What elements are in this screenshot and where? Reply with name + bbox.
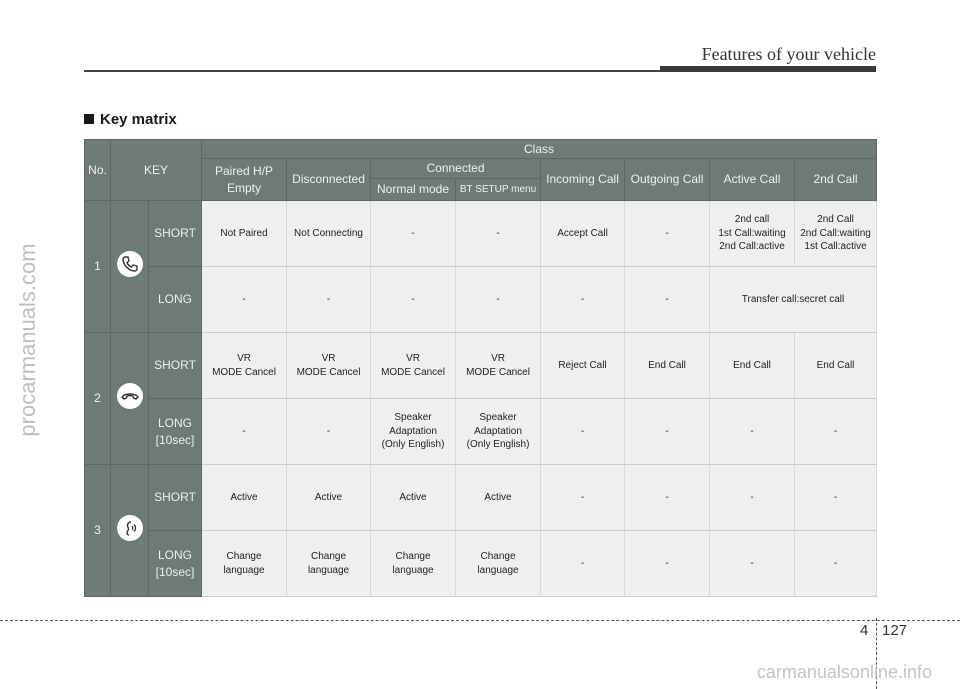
header-class: Class xyxy=(202,140,877,159)
matrix-cell: - xyxy=(625,201,710,267)
matrix-cell: Speaker Adaptation (Only English) xyxy=(371,399,456,465)
matrix-cell: - xyxy=(202,267,287,333)
matrix-cell: VR MODE Cancel xyxy=(287,333,371,399)
matrix-cell: End Call xyxy=(795,333,877,399)
press-type-short: SHORT xyxy=(149,333,202,399)
page-header-title: Features of your vehicle xyxy=(701,44,876,64)
matrix-cell: 2nd Call 2nd Call:waiting 1st Call:active xyxy=(795,201,877,267)
matrix-cell: Active xyxy=(202,465,287,531)
key-matrix-table xyxy=(84,139,877,597)
header-rule-accent xyxy=(660,66,876,72)
matrix-cell: Accept Call xyxy=(541,201,625,267)
header-second: 2nd Call xyxy=(795,159,877,201)
matrix-cell: - xyxy=(287,267,371,333)
row-number: 1 xyxy=(85,201,111,333)
matrix-cell: - xyxy=(541,465,625,531)
voice-recognition-icon xyxy=(117,515,143,541)
header-no: No. xyxy=(85,140,111,201)
table-row xyxy=(85,399,877,465)
matrix-cell: - xyxy=(625,531,710,597)
matrix-cell: - xyxy=(541,399,625,465)
matrix-cell: VR MODE Cancel xyxy=(202,333,287,399)
header-active: Active Call xyxy=(710,159,795,201)
table-row xyxy=(85,531,877,597)
matrix-cell: - xyxy=(710,531,795,597)
phone-end-icon xyxy=(117,383,143,409)
matrix-cell: - xyxy=(625,465,710,531)
header-paired: Paired H/P Empty xyxy=(202,159,287,201)
matrix-cell: - xyxy=(795,531,877,597)
matrix-cell: Change language xyxy=(202,531,287,597)
matrix-cell: Active xyxy=(371,465,456,531)
press-type-long: LONG [10sec] xyxy=(149,399,202,465)
matrix-cell: - xyxy=(795,465,877,531)
matrix-cell: End Call xyxy=(710,333,795,399)
matrix-cell: - xyxy=(710,399,795,465)
section-title: Key matrix xyxy=(84,111,177,128)
side-watermark: procarmanuals.com xyxy=(15,243,40,437)
matrix-cell: - xyxy=(287,399,371,465)
matrix-cell: Speaker Adaptation (Only English) xyxy=(456,399,541,465)
row-number: 2 xyxy=(85,333,111,465)
key-icon-cell xyxy=(111,465,149,597)
press-type-long: LONG [10sec] xyxy=(149,531,202,597)
matrix-cell: Not Paired xyxy=(202,201,287,267)
matrix-cell: Reject Call xyxy=(541,333,625,399)
footer-rule xyxy=(0,620,960,621)
press-type-short: SHORT xyxy=(149,201,202,267)
matrix-cell: - xyxy=(371,201,456,267)
header-outgoing: Outgoing Call xyxy=(625,159,710,201)
header-disconnected: Disconnected xyxy=(287,159,371,201)
table-row xyxy=(85,333,877,399)
matrix-cell: Transfer call:secret call xyxy=(710,267,877,333)
matrix-cell: Change language xyxy=(456,531,541,597)
press-type-short: SHORT xyxy=(149,465,202,531)
press-type-long: LONG xyxy=(149,267,202,333)
matrix-cell: VR MODE Cancel xyxy=(371,333,456,399)
bottom-watermark: carmanualsonline.info xyxy=(756,662,932,682)
matrix-cell: 2nd call 1st Call:waiting 2nd Call:active xyxy=(710,201,795,267)
bullet-square-icon xyxy=(84,114,94,124)
matrix-cell: - xyxy=(541,531,625,597)
matrix-cell: End Call xyxy=(625,333,710,399)
header-key: KEY xyxy=(111,140,202,201)
header-incoming: Incoming Call xyxy=(541,159,625,201)
matrix-cell: - xyxy=(541,267,625,333)
key-icon-cell xyxy=(111,333,149,465)
matrix-cell: - xyxy=(202,399,287,465)
matrix-cell: - xyxy=(710,465,795,531)
row-number: 3 xyxy=(85,465,111,597)
table-row xyxy=(85,465,877,531)
header-normal-mode: Normal mode xyxy=(371,179,456,201)
table-row xyxy=(85,267,877,333)
matrix-cell: VR MODE Cancel xyxy=(456,333,541,399)
phone-call-icon xyxy=(117,251,143,277)
page-number: 127 xyxy=(882,622,908,639)
matrix-body xyxy=(85,201,877,597)
matrix-cell: - xyxy=(795,399,877,465)
matrix-cell: - xyxy=(456,267,541,333)
matrix-cell: Change language xyxy=(287,531,371,597)
header-rule xyxy=(84,70,660,72)
table-row xyxy=(85,201,877,267)
header-connected: Connected xyxy=(371,159,541,179)
key-icon-cell xyxy=(111,201,149,333)
matrix-cell: - xyxy=(456,201,541,267)
matrix-cell: Active xyxy=(287,465,371,531)
matrix-cell: - xyxy=(625,267,710,333)
matrix-cell: - xyxy=(625,399,710,465)
header-bt-setup: BT SETUP menu xyxy=(456,179,541,201)
matrix-cell: Active xyxy=(456,465,541,531)
matrix-cell: - xyxy=(371,267,456,333)
matrix-cell: Not Connecting xyxy=(287,201,371,267)
chapter-number: 4 xyxy=(860,622,869,639)
matrix-cell: Change language xyxy=(371,531,456,597)
